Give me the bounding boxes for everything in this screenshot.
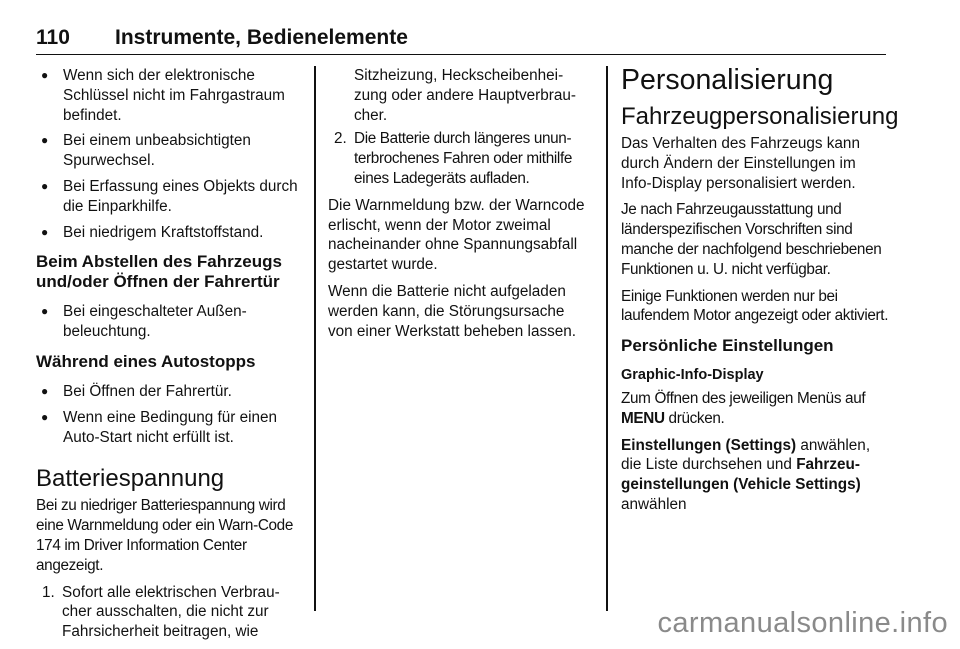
column-3 [621,64,899,515]
list-item: ● Wenn sich der elektronische Schlüssel nicht im Fahrgastraum befindet. [36,66,300,125]
settings-text-mid: anwählen, die Liste durchsehen und [621,436,871,474]
step-text: Sofort alle elektrischen Verbraucher ausschalten, die nicht zur Fahrsicherheit beitragen, wie [62,583,280,641]
heading-personalisierung: Personalisierung [621,64,834,96]
heading-fahrzeugpersonalisierung: Fahrzeugpersonalisierung [621,103,899,130]
step-number: 2. [334,130,347,148]
autostopps-list [36,382,300,447]
menu-text-post: drücken. [668,409,725,427]
personalisierung-paragraph-3: Einige Funktionen werden nur bei laufendem Motor angezeigt oder aktiviert. [621,287,889,325]
list-item: ● Wenn eine Bedingung für einen Auto-Start nicht erfüllt ist. [36,408,300,448]
column-2 [328,66,588,348]
column-divider-2 [606,66,608,611]
step-text: Die Batterie durch längeres ununterbrochenes Fahren oder mithilfe eines Ladegeräts aufladen. [354,130,573,187]
menu-text-pre: Zum Öffnen des jeweiligen Menüs auf [621,389,866,407]
batterie-steps [36,583,300,642]
warnmeldung-paragraph: Die Warnmeldung bzw. der Warncode erlischt, wenn der Motor zweimal nacheinander ohne Spannungsabfall gestartet wurde. [328,196,585,274]
list-item: ● Bei Erfassung eines Objekts durch die Einparkhilfe. [36,177,300,217]
watermark-text: carmanualsonline.info [657,607,948,639]
column-1 [36,66,300,649]
settings-text-post: anwählen [621,495,687,513]
heading-abstellen: Beim Abstellen des Fahrzeugs und/oder Öffnen der Fahrertür [36,252,282,292]
column-divider-1 [314,66,316,611]
list-item: ● Bei Öffnen der Fahrertür. [36,382,300,402]
menu-button-label: MENU [621,409,665,427]
page-title: Instrumente, Bedienelemente [115,26,408,49]
list-item: ● Bei eingeschalteter Außenbeleuchtung. [36,302,300,342]
batterie-steps-continued [328,66,588,189]
batterie-werkstatt-paragraph: Wenn die Batterie nicht aufgeladen werden kann, die Störungsursache von einer Werkstatt beheben lassen. [328,282,577,340]
step-item [328,66,588,125]
personalisierung-paragraph-2: Je nach Fahrzeugausstattung und länderspezifischen Vorschriften sind manche der nachfolgend beschriebenen Funktionen u. U. nicht verfügbar. [621,201,882,278]
abstellen-list [36,302,300,342]
heading-graphic-info-display: Graphic-Info-Display [621,367,764,384]
warning-conditions-list [36,66,300,242]
list-item: ● Bei einem unbeabsichtigten Spurwechsel. [36,131,300,171]
step-number: 1. [42,583,55,601]
heading-autostopps: Während eines Autostopps [36,351,256,371]
batterie-paragraph: Bei zu niedriger Batteriespannung wird eine Warnmeldung oder ein Warn-Code 174 im Driver Information Center angezeigt. [36,497,293,574]
list-item: ● Bei niedrigem Kraftstoffstand. [36,223,300,243]
personalisierung-paragraph-1: Das Verhalten des Fahrzeugs kann durch Ändern der Einstellungen im Info-Display personalisiert werden. [621,135,860,192]
settings-paragraph [621,436,889,515]
page-header [36,24,886,55]
vehicle-settings-label: Fahrzeugeinstellungen (Vehicle Settings) [621,456,861,494]
heading-batteriespannung: Batteriespannung [36,465,225,493]
menu-paragraph [621,389,889,429]
step-text: Sitzheizung, Heckscheibenheizung oder andere Hauptverbraucher. [354,67,576,124]
page-number: 110 [36,26,70,49]
heading-persoenliche-einstellungen: Persönliche Einstellungen [621,336,834,356]
settings-label: Einstellungen (Settings) [621,436,797,454]
step-item [36,583,300,642]
step-item [328,129,588,188]
